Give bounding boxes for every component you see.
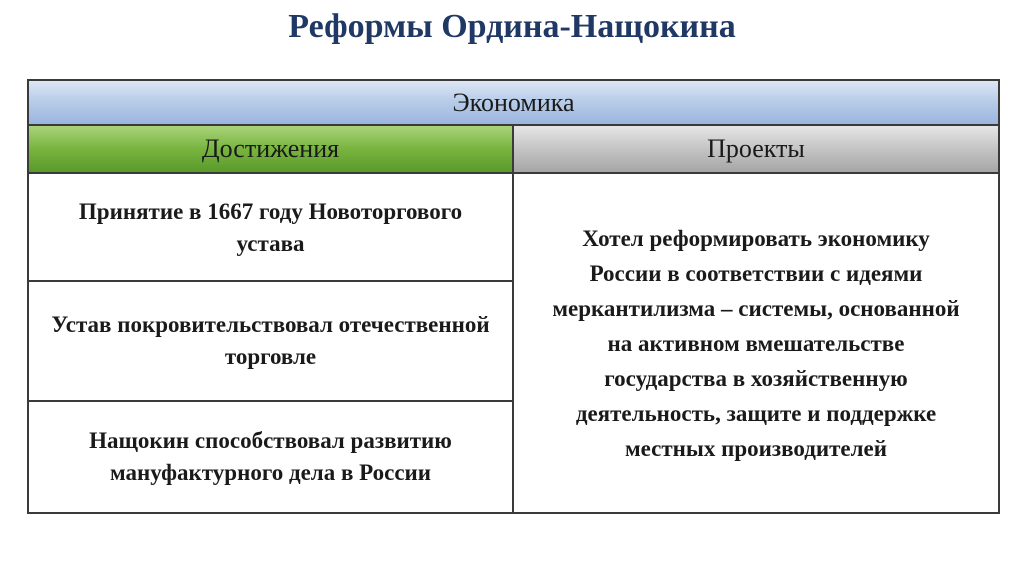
project-cell: Хотел реформировать экономику России в соответствии с идеями меркантилизма – системы, основанной на активном вмешательстве государства в хозяйственную деятельность, защите и поддержке местных производителей [552, 225, 960, 461]
projects-header: Проекты [514, 126, 998, 174]
achievements-header: Достижения [29, 126, 514, 174]
page-title: Реформы Ордина-Нащокина [288, 8, 736, 45]
achievement-cell-2: Устав покровительствовал отечественной торговле [29, 282, 514, 402]
achievement-cell-1: Принятие в 1667 году Новоторгового устава [29, 174, 514, 282]
economy-header: Экономика [29, 81, 998, 126]
reforms-table [27, 79, 1000, 514]
achievement-cell-3: Нащокин способствовал развитию мануфактурного дела в России [29, 402, 514, 512]
